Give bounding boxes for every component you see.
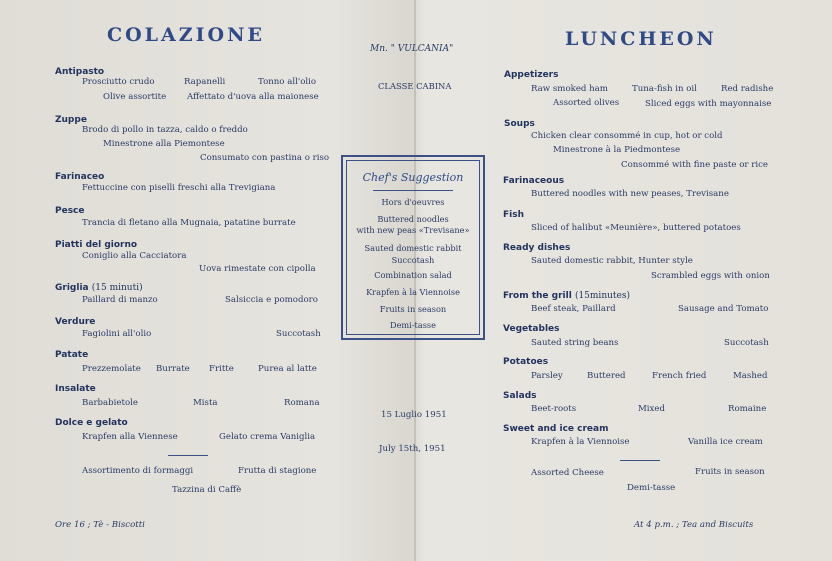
griglia-note: (15 minuti): [91, 283, 143, 293]
menu-item: Beet-roots: [531, 404, 577, 414]
section-antipasto: Antipasto: [55, 67, 105, 77]
menu-item: Mista: [193, 398, 218, 408]
section-appetizers: Appetizers: [504, 70, 559, 80]
menu-item: French fried: [652, 371, 707, 381]
colazione-title: COLAZIONE: [107, 24, 265, 46]
box-item: Sauted domestic rabbit: [364, 243, 462, 253]
menu-item: Buttered: [587, 371, 626, 381]
section-dolce: Dolce e gelato: [55, 418, 128, 428]
section-verdure: Verdure: [55, 317, 96, 327]
menu-item: Fettuccine con piselli freschi alla Trevigiana: [82, 183, 276, 193]
menu-item: Fagiolini all'olio: [82, 329, 152, 339]
section-ready-dishes: Ready dishes: [503, 243, 571, 253]
menu-item: Raw smoked ham: [531, 84, 608, 94]
menu-item: Prosciutto crudo: [82, 77, 155, 87]
section-farinaceo: Farinaceo: [55, 172, 105, 182]
menu-item: Krapfen alla Viennese: [82, 432, 178, 442]
box-item: Hors d'oeuvres: [381, 197, 445, 207]
section-piatti: Piatti del giorno: [55, 240, 138, 250]
menu-item: Mashed: [733, 371, 768, 381]
box-item: Buttered noodles: [377, 214, 449, 224]
menu-item: Sliced of halibut «Meunière», buttered potatoes: [531, 223, 741, 233]
menu-item: Olive assortite: [103, 92, 167, 102]
menu-item: Demi-tasse: [627, 483, 676, 493]
menu-item: Red radishe: [721, 84, 774, 94]
menu-item: Beef steak, Paillard: [531, 304, 616, 314]
menu-item: Assorted olives: [553, 98, 620, 108]
section-potatoes: Potatoes: [503, 357, 549, 367]
menu-item: Mixed: [638, 404, 665, 414]
section-pesce: Pesce: [55, 206, 85, 216]
grill-note: (15minutes): [574, 291, 630, 301]
menu-item: Parsley: [531, 371, 563, 381]
section-griglia-head: Griglia: [55, 283, 89, 293]
luncheon-title: LUNCHEON: [565, 28, 717, 50]
date-italian: 15 Luglio 1951: [381, 410, 447, 420]
box-item: Demi-tasse: [390, 320, 436, 330]
menu-item: Scrambled eggs with onion: [651, 271, 770, 281]
section-salads: Salads: [503, 391, 537, 401]
menu-item: Tonno all'olio: [258, 77, 317, 87]
section-insalate: Insalate: [55, 384, 96, 394]
menu-item: Succotash: [276, 329, 321, 339]
menu-item: Assorted Cheese: [531, 468, 604, 478]
menu-item: Sauted string beans: [531, 338, 619, 348]
box-item: Krapfen à la Viennoise: [366, 287, 460, 297]
menu-item: Romaine: [728, 404, 767, 414]
section-griglia: [55, 283, 143, 293]
menu-item: Succotash: [724, 338, 769, 348]
menu-item: Assortimento di formaggi: [82, 466, 194, 476]
date-english: July 15th, 1951: [379, 444, 446, 454]
divider: [620, 460, 660, 461]
menu-item: Prezzemolate: [82, 364, 141, 374]
box-item: with new peas «Trevisane»: [356, 225, 470, 235]
menu-item: Romana: [284, 398, 320, 408]
menu-item: Sauted domestic rabbit, Hunter style: [531, 256, 693, 266]
section-zuppe: Zuppe: [55, 115, 87, 125]
menu-item: Krapfen à la Viennoise: [531, 437, 630, 447]
menu-item: Buttered noodles with new peases, Trevisane: [531, 189, 729, 199]
menu-item: Sliced eggs with mayonnaise: [645, 99, 772, 109]
menu-item: Barbabietole: [82, 398, 138, 408]
section-grill-head: From the grill: [503, 291, 572, 301]
section-soups: Soups: [504, 119, 535, 129]
menu-item: Sausage and Tomato: [678, 304, 769, 314]
menu-item: Fritte: [209, 364, 234, 374]
footer-note: At 4 p.m. ; Tea and Biscuits: [634, 520, 754, 530]
menu-item: Salsiccia e pomodoro: [225, 295, 318, 305]
section-patate: Patate: [55, 350, 89, 360]
ship-name: Mn. " VULCANIA": [370, 44, 454, 54]
menu-item: Tazzina di Caffè: [172, 485, 242, 495]
menu-item: Coniglio alla Cacciatora: [82, 251, 187, 261]
menu-item: Uova rimestate con cipolla: [199, 264, 316, 274]
footer-note: Ore 16 ; Tè - Biscotti: [55, 520, 145, 530]
section-vegetables: Vegetables: [503, 324, 560, 334]
menu-item: Burrate: [156, 364, 190, 374]
menu-item: Consumato con pastina o riso: [200, 153, 330, 163]
chef-suggestion-title: Chef's Suggestion: [362, 171, 464, 184]
menu-item: Tuna-fish in oil: [632, 84, 697, 94]
menu-item: Trancia di fletano alla Mugnaia, patatine burrate: [82, 218, 296, 228]
menu-item: Consommé with fine paste or rice: [621, 160, 768, 170]
section-farinaceous: Farinaceous: [503, 176, 565, 186]
section-grill: [503, 291, 630, 301]
box-item: Fruits in season: [379, 304, 447, 314]
section-fish: Fish: [503, 210, 524, 220]
menu-item: Frutta di stagione: [238, 466, 317, 476]
section-sweet: Sweet and ice cream: [503, 424, 609, 434]
menu-item: Gelato crema Vaniglia: [219, 432, 316, 442]
menu-item: Vanilla ice cream: [688, 437, 763, 447]
menu-item: Brodo di pollo in tazza, caldo o freddo: [82, 125, 248, 135]
box-item: Succotash: [391, 255, 435, 265]
chef-suggestion-box: [341, 155, 485, 340]
box-item: Combination salad: [374, 270, 452, 280]
menu-item: Rapanelli: [184, 77, 226, 87]
menu-item: Minestrone à la Piedmontese: [553, 145, 681, 155]
divider: [373, 190, 453, 191]
menu-item: Fruits in season: [695, 467, 765, 477]
menu-item: Affettato d'uova alla maionese: [187, 92, 319, 102]
menu-item: Paillard di manzo: [82, 295, 158, 305]
divider: [168, 455, 208, 456]
menu-item: Purea al latte: [258, 364, 317, 374]
menu-item: Minestrone alla Piemontese: [103, 139, 225, 149]
class-label: CLASSE CABINA: [378, 81, 452, 91]
menu-item: Chicken clear consommé in cup, hot or cold: [531, 131, 723, 141]
